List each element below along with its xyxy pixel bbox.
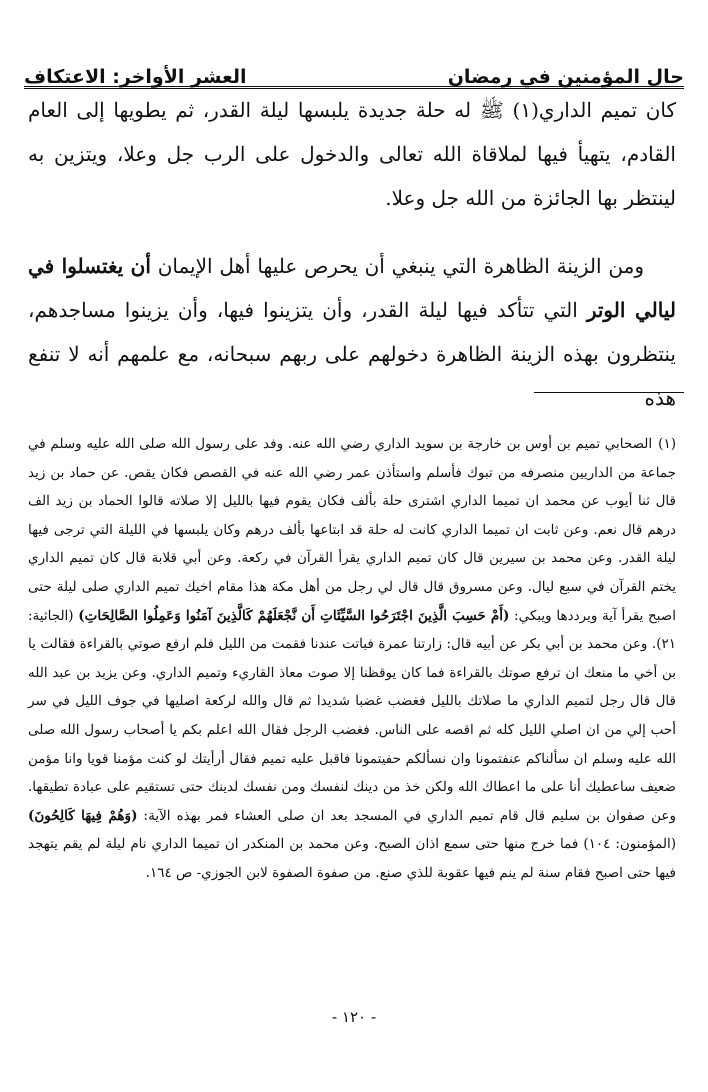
page-number: - ١٢٠ - [331,1008,377,1026]
footnote-divider [534,392,684,393]
paragraph-2-start: ومن الزينة الظاهرة التي ينبغي أن يحرص عليها أهل الإيمان [150,254,644,278]
paragraph-2-end: التي تتأكد فيها ليلة القدر، وأن يتزينوا فيها، وأن يزينوا مساجدهم، ينتظرون بهذه الزينة الظاهرة دخولهم على ربهم سبحانه، مع علمهم أنه لا تنفع هذه [28,298,676,410]
paragraph-2 [28,244,676,420]
footnote-text-a: الصحابي تميم بن أوس بن خارجة بن سويد الداري رضي الله عنه. وفد على رسول الله صلى الله عليه وسلم في جماعة من الداريين منصرفه من تبوك فأسلم واستأذن عمر رضي الله عنه في القصص فكان يقص. عن حماد بن زيد قال ثنا أيوب عن محمد ان تميما الداري اشترى حلة بألف فكان يقوم فيها بالليل إلا صلاته قالوا الحماد بن زيد الف درهم قال نعم. وعن ثابت ان تميما الداري كانت له حلة قد ابتاعها بألف درهم وكان يلبسها في الليلة التي ترجى فيها ليلة القدر. وعن محمد بن سيرين قال كان تميم الداري يقرأ القرآن في ركعة. وعن أبي قلابة قال كان تميم الداري يختم القرآن في سبع ليال. وعن مسروق قال قال لي رجل من أهل مكة هذا مقام اخيك تميم الداري صلى ليلة حتى اصبح يقرأ آية ويرددها ويبكي: [28,436,677,624]
footnote-number: (١) [658,436,676,452]
running-header [24,54,684,88]
paragraph-1: كان تميم الداري(١) ﷺ له حلة جديدة يلبسها ليلة القدر، ثم يطويها إلى العام القادم، يتهيأ فيها لملاقاة الله تعالى والدخول على الرب جل وعلا، ويتزين به لينتظر بها الجائزة من الله جل وعلا. [28,98,676,210]
quran-verse-1: (أَمْ حَسِبَ الَّذِينَ اجْتَرَحُوا السَّيِّئَاتِ أَن نَّجْعَلَهُمْ كَالَّذِينَ آمَنُوا وَعَمِلُوا الصَّالِحَاتِ) [78,607,510,624]
footnote-text-b: (الجاثية: ٢١). وعن محمد بن أبي بكر عن أبيه قال: زارتنا عمرة فباتت عندنا فقمت من الليل فلم ارفع صوتي بالقراءة فقالت يا بن أخي ما منعك ان ترفع صوتك بالقراءة فما كان يوقظنا إلا صوت معاذ القاريء وتميم الداري. وعن يزيد بن عبد الله قال قال رجل لتميم الداري ما صلاتك بالليل فغضب غضبا شديدا ثم قال والله لركعة اصليها في جوف الليل في سر أحب إلي من ان اصلي الليل كله ثم اقصه على الناس. فغضب الرجل فقال الله اعلم بكم يا أصحاب رسول الله صلى الله عليه وسلم ان سألناكم عنفتمونا وان نسألكم حفيتمونا فاقبل عليه تميم فقال أرأيتك لو كنت مؤمنا قويا وانا مؤمن ضعيف ساعطيك أنا على ما اعطاك الله ولكن خذ من دينك لنفسك ومن نفسك لدينك حتى تستقيم على عبادة تطيقها. وعن صفوان بن سليم قال قام تميم الداري في المسجد بعد ان صلى العشاء فمر بهذه الآية: [28,607,676,824]
footnote-text-c: (المؤمنون: ١٠٤) فما خرج منها حتى سمع اذان الصبح. وعن محمد بن المنكدر ان تميما الداري نام ليلة لم يقم يتهجد فيها حتى اصبح فقام سنة لم ينم فيها عقوبة للذي صنع. من صفوة الصفوة لابن الجوزي- ص ١٦٤. [28,836,676,881]
chapter-title: العشر الأواخر: الاعتكاف [24,66,247,88]
book-title: حال المؤمنين في رمضان [447,66,684,88]
footnote [28,430,676,888]
footnote-paragraph [28,430,676,888]
quran-verse-2: (وَهُمْ فِيهَا كَالِحُونَ) [28,807,138,824]
paragraph-2-emphasis: أن يغتسلوا في ليالي الوتر [28,254,676,322]
main-text [28,88,676,420]
